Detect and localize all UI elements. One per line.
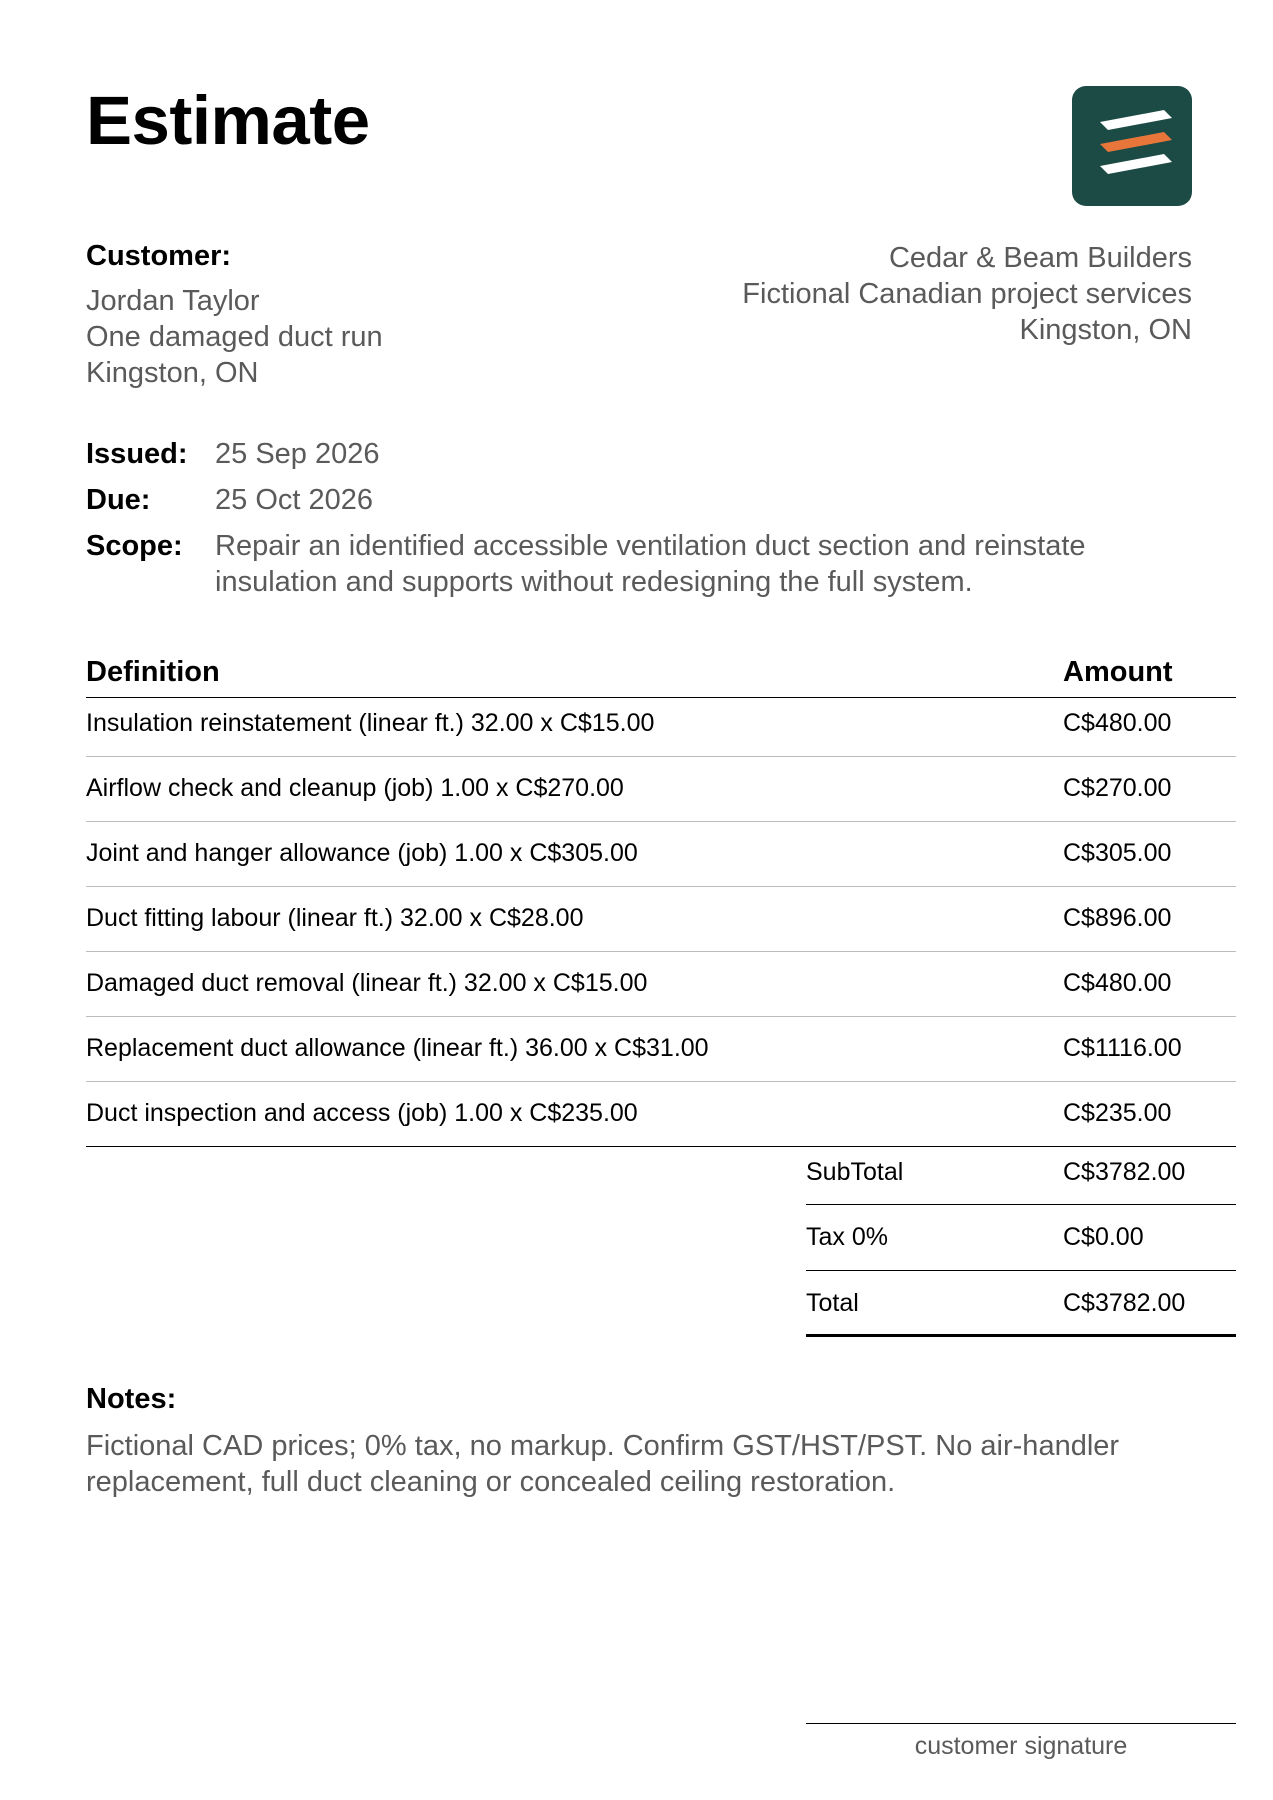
company-name: Cedar & Beam Builders xyxy=(888,242,1192,274)
line-item-amount: C$270.00 xyxy=(1063,774,1172,802)
due-label: Due: xyxy=(86,484,151,516)
line-item-amount: C$1116.00 xyxy=(1063,1034,1182,1062)
row-divider xyxy=(86,951,1236,952)
company-tagline: Fictional Canadian project services xyxy=(742,278,1192,310)
subtotal-label: SubTotal xyxy=(806,1158,904,1186)
total-amount: C$3782.00 xyxy=(1063,1289,1186,1317)
row-divider xyxy=(86,756,1236,757)
line-item-definition: Duct fitting labour (linear ft.) 32.00 x C$28.00 xyxy=(86,904,584,932)
line-item-amount: C$480.00 xyxy=(1063,709,1172,737)
customer-city: Kingston, ON xyxy=(86,357,259,389)
customer-details xyxy=(86,283,383,391)
column-header-definition: Definition xyxy=(86,656,220,688)
notes-text: Fictional CAD prices; 0% tax, no markup. Confirm GST/HST/PST. No air-handler replacement, full duct cleaning or concealed ceiling restoration. xyxy=(86,1430,1120,1498)
row-divider xyxy=(86,1081,1236,1082)
customer-line2: One damaged duct run xyxy=(86,321,383,353)
issued-label: Issued: xyxy=(86,438,188,470)
signature-label: customer signature xyxy=(914,1732,1128,1760)
row-divider xyxy=(86,886,1236,887)
tax-label: Tax 0% xyxy=(806,1223,888,1251)
scope-text: Repair an identified accessible ventilation duct section and reinstate insulation and supports without redesigning the full system. xyxy=(215,530,1086,598)
line-item-definition: Insulation reinstatement (linear ft.) 32.00 x C$15.00 xyxy=(86,709,655,737)
company-city: Kingston, ON xyxy=(1019,314,1192,346)
line-item-definition: Damaged duct removal (linear ft.) 32.00 x C$15.00 xyxy=(86,969,648,997)
line-item-amount: C$480.00 xyxy=(1063,969,1172,997)
line-item-amount: C$896.00 xyxy=(1063,904,1172,932)
issued-date: 25 Sep 2026 xyxy=(215,438,380,470)
line-item-definition: Duct inspection and access (job) 1.00 x C$235.00 xyxy=(86,1099,638,1127)
company-logo xyxy=(1072,86,1192,206)
stacked-layers-icon xyxy=(1072,86,1192,206)
line-item-amount: C$305.00 xyxy=(1063,839,1172,867)
line-item-definition: Joint and hanger allowance (job) 1.00 x C$305.00 xyxy=(86,839,638,867)
customer-name: Jordan Taylor xyxy=(86,285,260,317)
total-divider xyxy=(806,1334,1236,1337)
line-item-amount: C$235.00 xyxy=(1063,1099,1172,1127)
line-item-definition: Airflow check and cleanup (job) 1.00 x C$270.00 xyxy=(86,774,624,802)
subtotal-divider xyxy=(806,1204,1236,1205)
total-label: Total xyxy=(806,1289,859,1317)
document-title: Estimate xyxy=(86,82,370,159)
signature-line xyxy=(806,1723,1236,1724)
tax-amount: C$0.00 xyxy=(1063,1223,1144,1251)
column-header-amount: Amount xyxy=(1063,656,1173,688)
due-date: 25 Oct 2026 xyxy=(215,484,373,516)
items-bottom-divider xyxy=(86,1146,1236,1147)
row-divider xyxy=(86,821,1236,822)
subtotal-amount: C$3782.00 xyxy=(1063,1158,1186,1186)
scope-label: Scope: xyxy=(86,530,183,562)
header-divider xyxy=(86,697,1236,698)
customer-label: Customer: xyxy=(86,240,232,272)
row-divider xyxy=(86,1016,1236,1017)
company-details xyxy=(742,240,1192,348)
notes-label: Notes: xyxy=(86,1383,177,1415)
tax-divider xyxy=(806,1270,1236,1271)
line-item-definition: Replacement duct allowance (linear ft.) 36.00 x C$31.00 xyxy=(86,1034,709,1062)
